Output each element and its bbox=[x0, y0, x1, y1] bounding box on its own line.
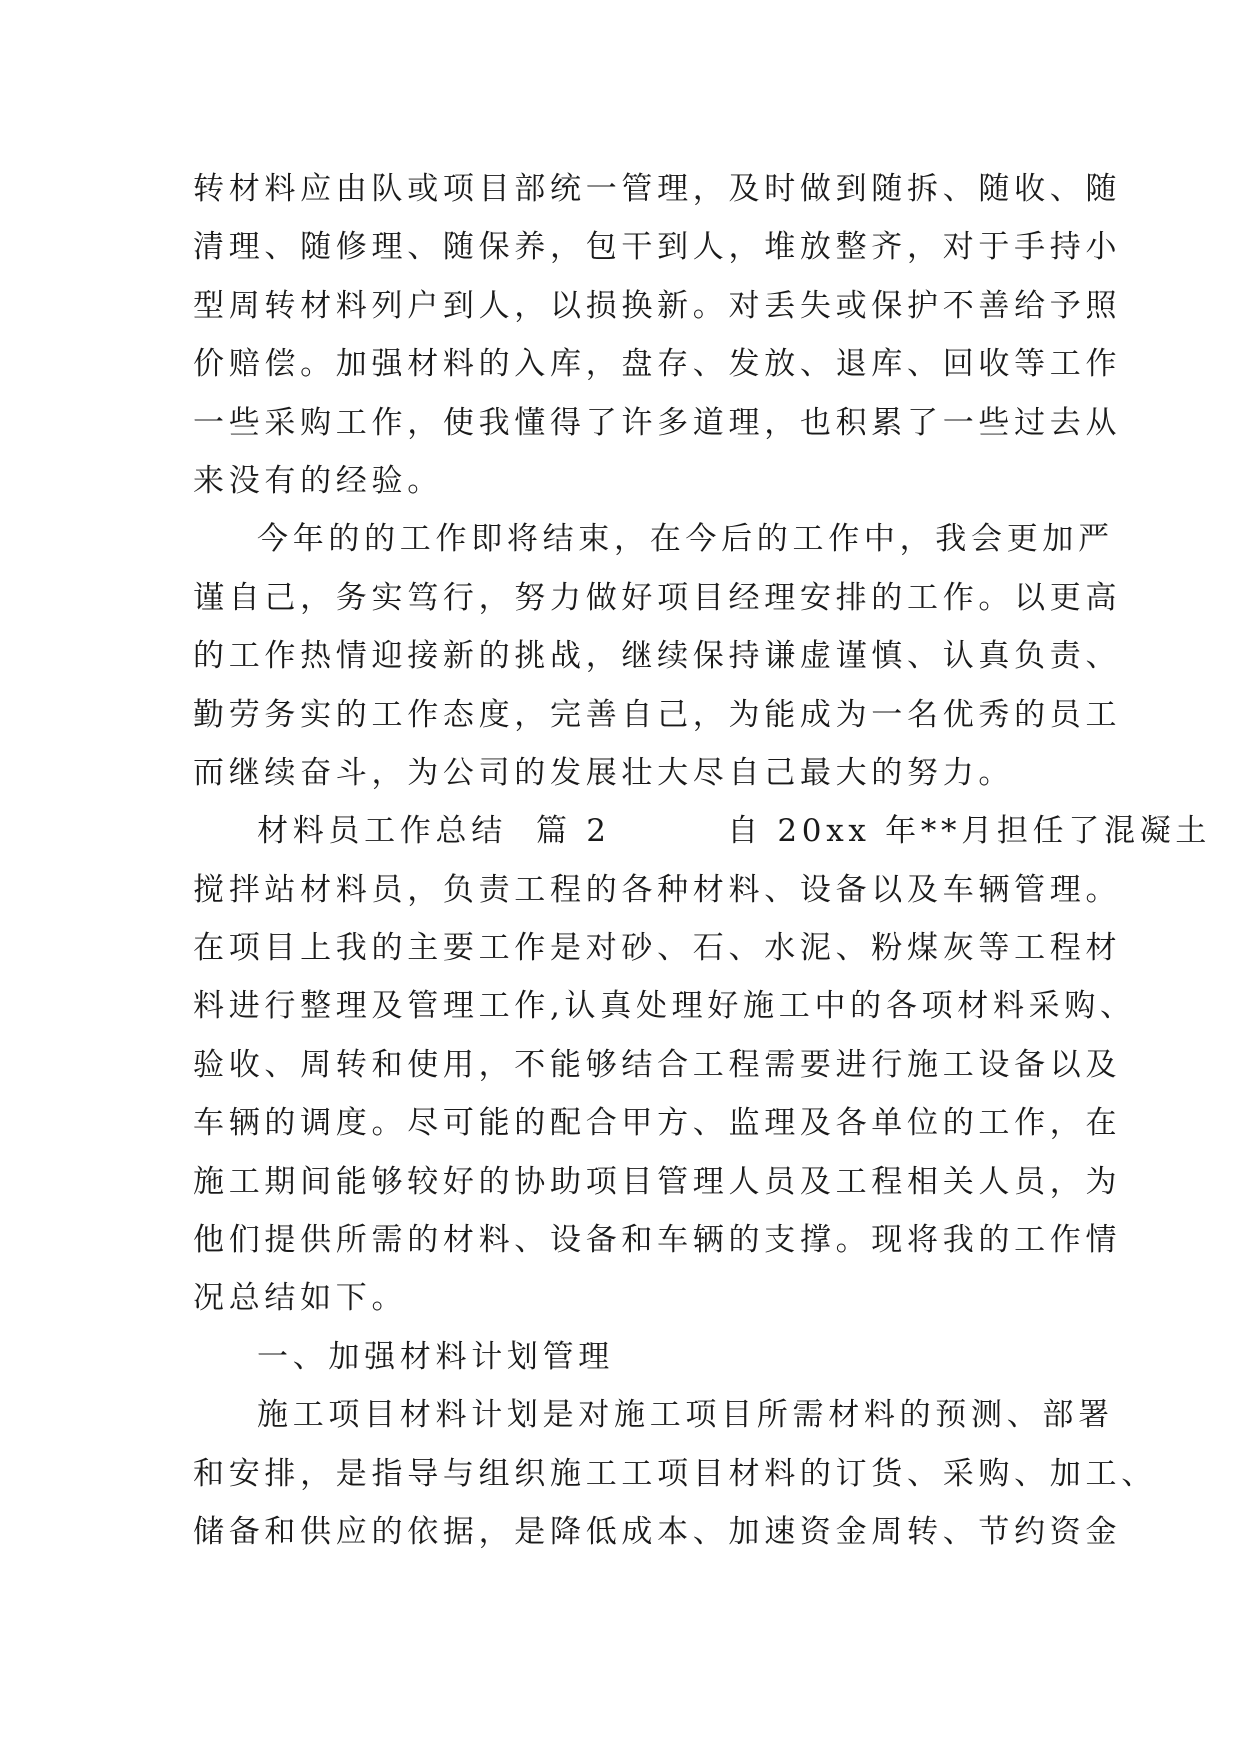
text-line: 在项目上我的主要工作是对砂、石、水泥、粉煤灰等工程材 bbox=[193, 930, 1122, 967]
text-line: 料进行整理及管理工作,认真处理好施工中的各项材料采购、 bbox=[193, 988, 1136, 1025]
text-line: 车辆的调度。尽可能的配合甲方、监理及各单位的工作，在 bbox=[193, 1105, 1122, 1142]
text-line: 施工期间能够较好的协助项目管理人员及工程相关人员，为 bbox=[193, 1163, 1122, 1200]
text-line: 转材料应由队或项目部统一管理，及时做到随拆、随收、随 bbox=[193, 171, 1122, 207]
section-heading-line: 材料员工作总结 篇 2 自 20xx 年**月担任了混凝土 bbox=[257, 813, 1212, 850]
paragraph-first-line: 施工项目材料计划是对施工项目所需材料的预测、部署 bbox=[257, 1397, 1114, 1434]
subheading-line: 一、加强材料计划管理 bbox=[257, 1338, 614, 1375]
text-line: 的工作热情迎接新的挑战，继续保持谦虚谨慎、认真负责、 bbox=[193, 638, 1122, 675]
text-line: 谨自己，务实笃行，努力做好项目经理安排的工作。以更高 bbox=[193, 579, 1122, 616]
text-line: 况总结如下。 bbox=[193, 1280, 408, 1317]
document-body bbox=[193, 160, 1212, 1561]
text-line: 一些采购工作，使我懂得了许多道理，也积累了一些过去从 bbox=[193, 404, 1122, 441]
text-line: 清理、随修理、随保养，包干到人，堆放整齐，对于手持小 bbox=[193, 229, 1122, 266]
text-line: 和安排，是指导与组织施工工项目材料的订货、采购、加工、 bbox=[193, 1455, 1157, 1492]
text-line: 价赔偿。加强材料的入库，盘存、发放、退库、回收等工作 bbox=[193, 346, 1122, 383]
text-line: 储备和供应的依据，是降低成本、加速资金周转、节约资金 bbox=[193, 1513, 1122, 1550]
text-line: 验收、周转和使用，不能够结合工程需要进行施工设备以及 bbox=[193, 1046, 1122, 1083]
text-line: 搅拌站材料员，负责工程的各种材料、设备以及车辆管理。 bbox=[193, 871, 1122, 908]
text-line: 他们提供所需的材料、设备和车辆的支撑。现将我的工作情 bbox=[193, 1222, 1122, 1259]
paragraph-first-line: 今年的的工作即将结束，在今后的工作中，我会更加严 bbox=[257, 521, 1114, 558]
text-line: 来没有的经验。 bbox=[193, 462, 443, 499]
text-line: 勤劳务实的工作态度，完善自己，为能成为一名优秀的员工 bbox=[193, 696, 1122, 733]
text-line: 型周转材料列户到人，以损换新。对丢失或保护不善给予照 bbox=[193, 287, 1122, 324]
text-line: 而继续奋斗，为公司的发展壮大尽自己最大的努力。 bbox=[193, 754, 1015, 791]
